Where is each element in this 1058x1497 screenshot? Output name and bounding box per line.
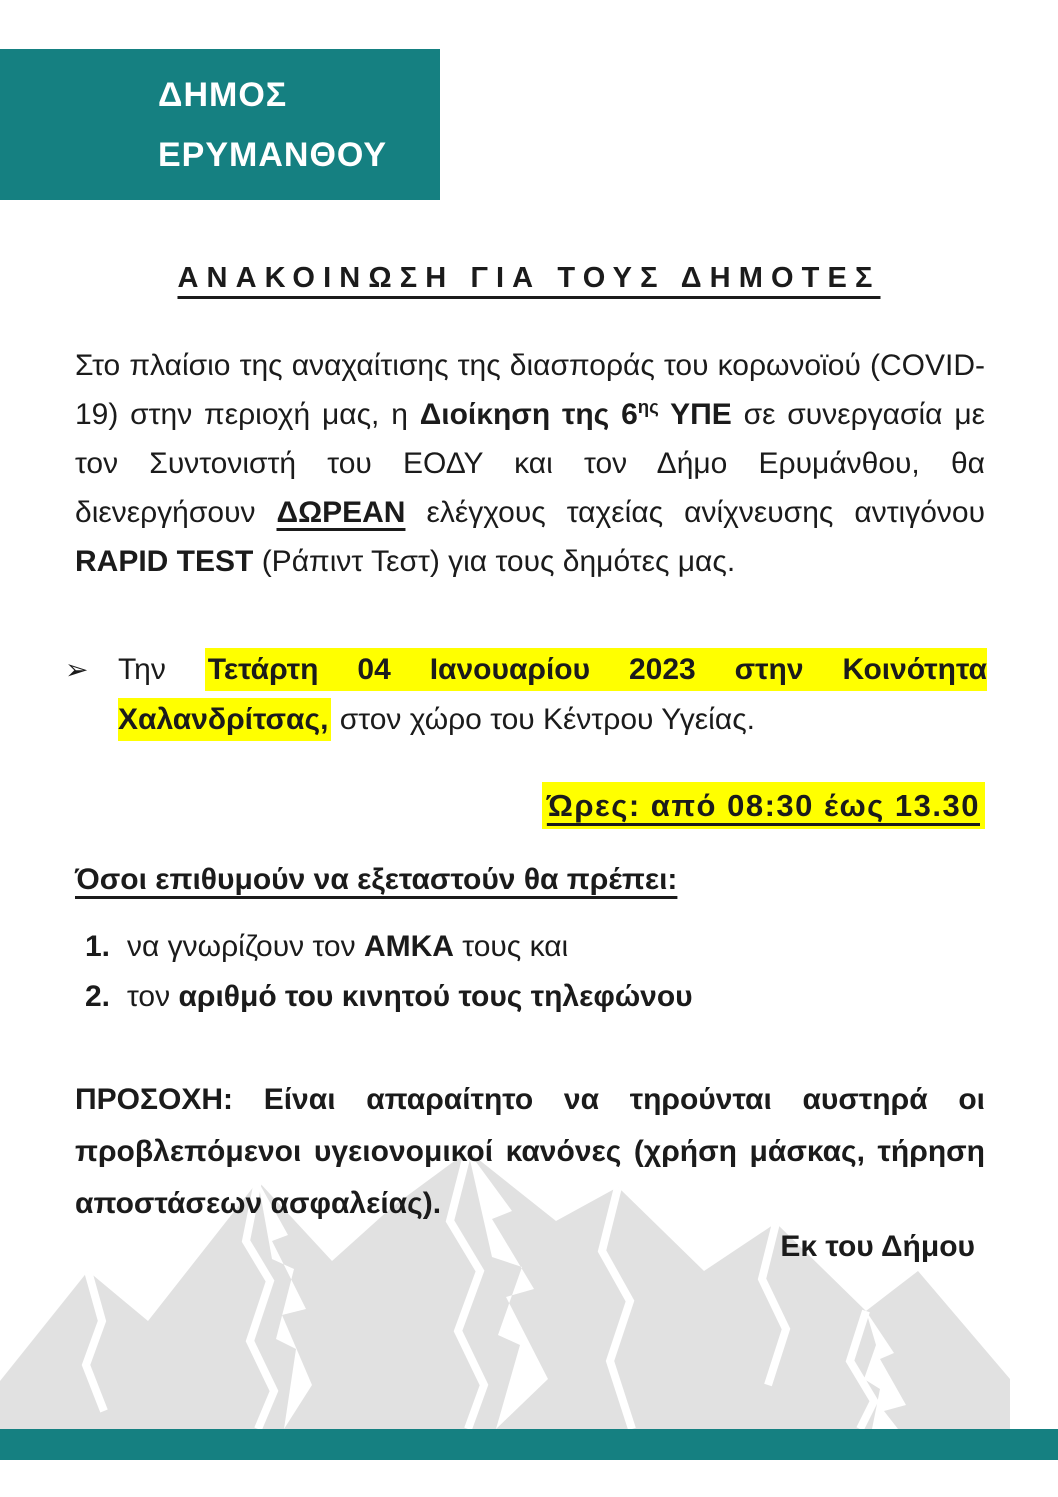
requirements-heading [75, 863, 677, 897]
text-run: στον χώρο του Κέντρου Υγείας. [331, 703, 755, 736]
signature: Εκ του Δήμου [780, 1230, 975, 1263]
requirements-list [85, 922, 975, 1022]
list-item [85, 972, 975, 1022]
text-run: τον [127, 980, 179, 1013]
bold-run-phone: αριθμό του κινητού τους τηλεφώνου [178, 980, 693, 1013]
text-run: σε συνεργασία με τον Συντονιστή του ΕΟΔΥ και τον Δήμο Ερυμάνθου, θα διενεργήσουν [75, 398, 985, 529]
municipality-name-line2: ΕΡΥΜΑΝΘΟΥ [158, 135, 388, 174]
bold-run-administration: Διοίκηση της 6 [419, 398, 638, 431]
list-item-number: 1. [85, 930, 111, 963]
list-item-text [127, 972, 693, 1022]
list-item [85, 922, 975, 972]
municipality-name-line1: ΔΗΜΟΣ [158, 75, 288, 114]
bullet-item-date-location [65, 645, 987, 745]
bold-run-amka: ΑΜΚΑ [363, 930, 454, 963]
date-location-highlight: Τετάρτη 04 Ιανουαρίου 2023 στην Κοινότητα Χαλανδρίτσας, [118, 648, 987, 741]
hours-line [75, 788, 985, 824]
arrowhead-right-icon: ➢ [65, 654, 89, 685]
text-run: ελέγχους ταχείας ανίχνευσης αντιγόνου [405, 496, 985, 529]
text-run: να γνωρίζουν τον [127, 930, 364, 963]
announcement-title-text: ΑΝΑΚΟΙΝΩΣΗ ΓΙΑ ΤΟΥΣ ΔΗΜΟΤΕΣ [177, 262, 881, 294]
attention-paragraph: ΠΡΟΣΟΧΗ: Είναι απαραίτητο να τηρούνται αυστηρά οι προβλεπόμενοι υγειονομικοί κανόνες (χρήση μάσκας, τήρηση αποστάσεων ασφαλείας). [75, 1083, 985, 1220]
hours-highlight: Ώρες: από 08:30 έως 13.30 [542, 782, 985, 829]
list-item-text [127, 922, 568, 972]
list-item-number: 2. [85, 980, 111, 1013]
municipality-header-box [0, 49, 440, 200]
text-run: (Ράπιντ Τεστ) για τους δημότες μας. [253, 545, 736, 578]
bold-run-rapid-test: RAPID TEST [75, 545, 254, 578]
text-run: Την [118, 653, 205, 686]
text-run: Στο πλαίσιο της αναχαίτισης της διασποράς του κορωνοϊού (COVID-19) στην περιοχή μας, η [75, 349, 985, 431]
bold-run-ype: ΥΠΕ [658, 398, 732, 431]
text-run: τους και [453, 930, 569, 963]
footer-accent-bar [0, 1429, 1058, 1460]
superscript-run: ης [637, 396, 659, 417]
body-paragraph [75, 341, 985, 586]
bold-underline-run-free: ΔΩΡΕΑΝ [276, 496, 406, 529]
bullet-text [118, 645, 987, 745]
requirements-heading-text: Όσοι επιθυμούν να εξεταστούν θα πρέπει: [75, 863, 678, 896]
announcement-title [0, 262, 1058, 295]
